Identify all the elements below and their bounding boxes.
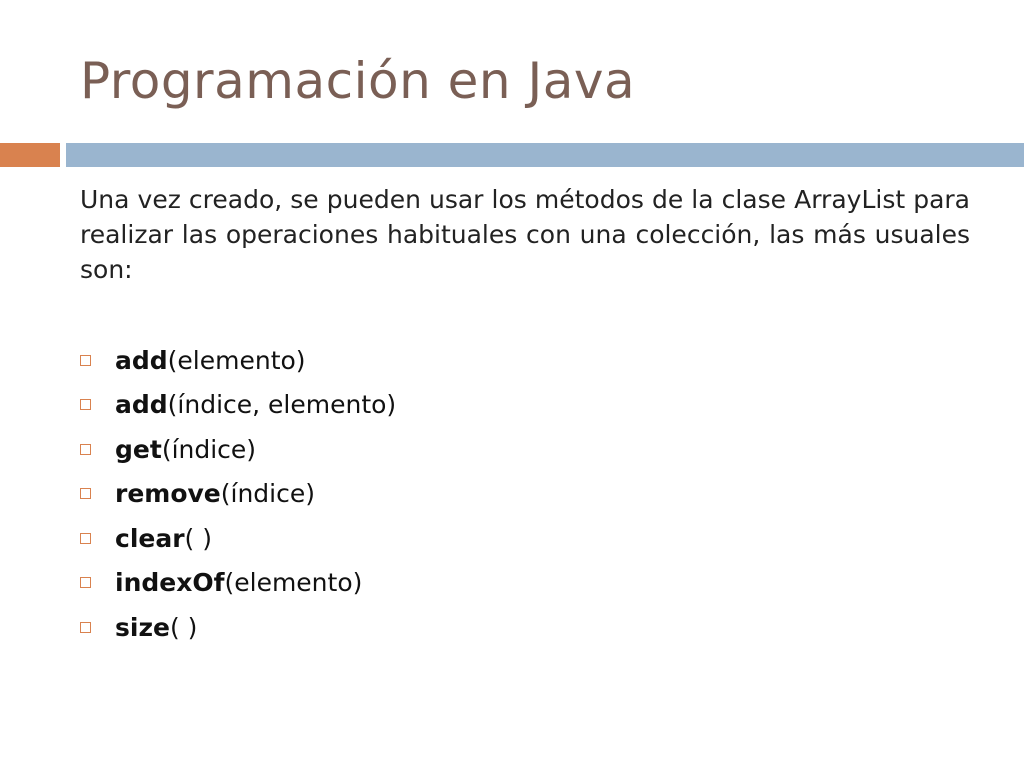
method-signature <box>115 568 362 597</box>
method-args: ( ) <box>184 523 213 553</box>
accent-bar-blue <box>66 143 1024 167</box>
method-name: size <box>115 612 170 642</box>
square-bullet-icon <box>80 355 91 366</box>
square-bullet-icon <box>80 622 91 633</box>
method-list <box>80 338 396 650</box>
method-args: (índice) <box>161 434 257 464</box>
method-args: ( ) <box>169 612 198 642</box>
method-args: (elemento) <box>167 345 306 375</box>
square-bullet-icon <box>80 533 91 544</box>
method-signature <box>115 346 306 375</box>
list-item <box>80 383 396 428</box>
method-name: clear <box>115 523 185 553</box>
method-signature <box>115 390 396 419</box>
method-signature <box>115 524 212 553</box>
square-bullet-icon <box>80 577 91 588</box>
method-signature <box>115 613 197 642</box>
method-name: add <box>115 390 168 420</box>
method-args: (elemento) <box>224 568 363 598</box>
accent-bar-orange <box>0 143 60 167</box>
square-bullet-icon <box>80 444 91 455</box>
square-bullet-icon <box>80 488 91 499</box>
method-args: (índice) <box>220 479 316 509</box>
method-name: remove <box>115 479 221 509</box>
method-args: (índice, elemento) <box>167 390 397 420</box>
method-signature <box>115 435 256 464</box>
list-item <box>80 472 396 517</box>
square-bullet-icon <box>80 399 91 410</box>
list-item <box>80 516 396 561</box>
method-name: indexOf <box>115 568 225 598</box>
list-item <box>80 561 396 606</box>
list-item <box>80 338 396 383</box>
list-item <box>80 605 396 650</box>
method-name: get <box>115 434 162 464</box>
slide-title: Programación en Java <box>80 52 636 110</box>
method-signature <box>115 479 315 508</box>
list-item <box>80 427 396 472</box>
method-name: add <box>115 345 168 375</box>
intro-paragraph: Una vez creado, se pueden usar los métodos de la clase ArrayList para realizar las operaciones habituales con una colección, las más usuales son: <box>80 185 970 284</box>
